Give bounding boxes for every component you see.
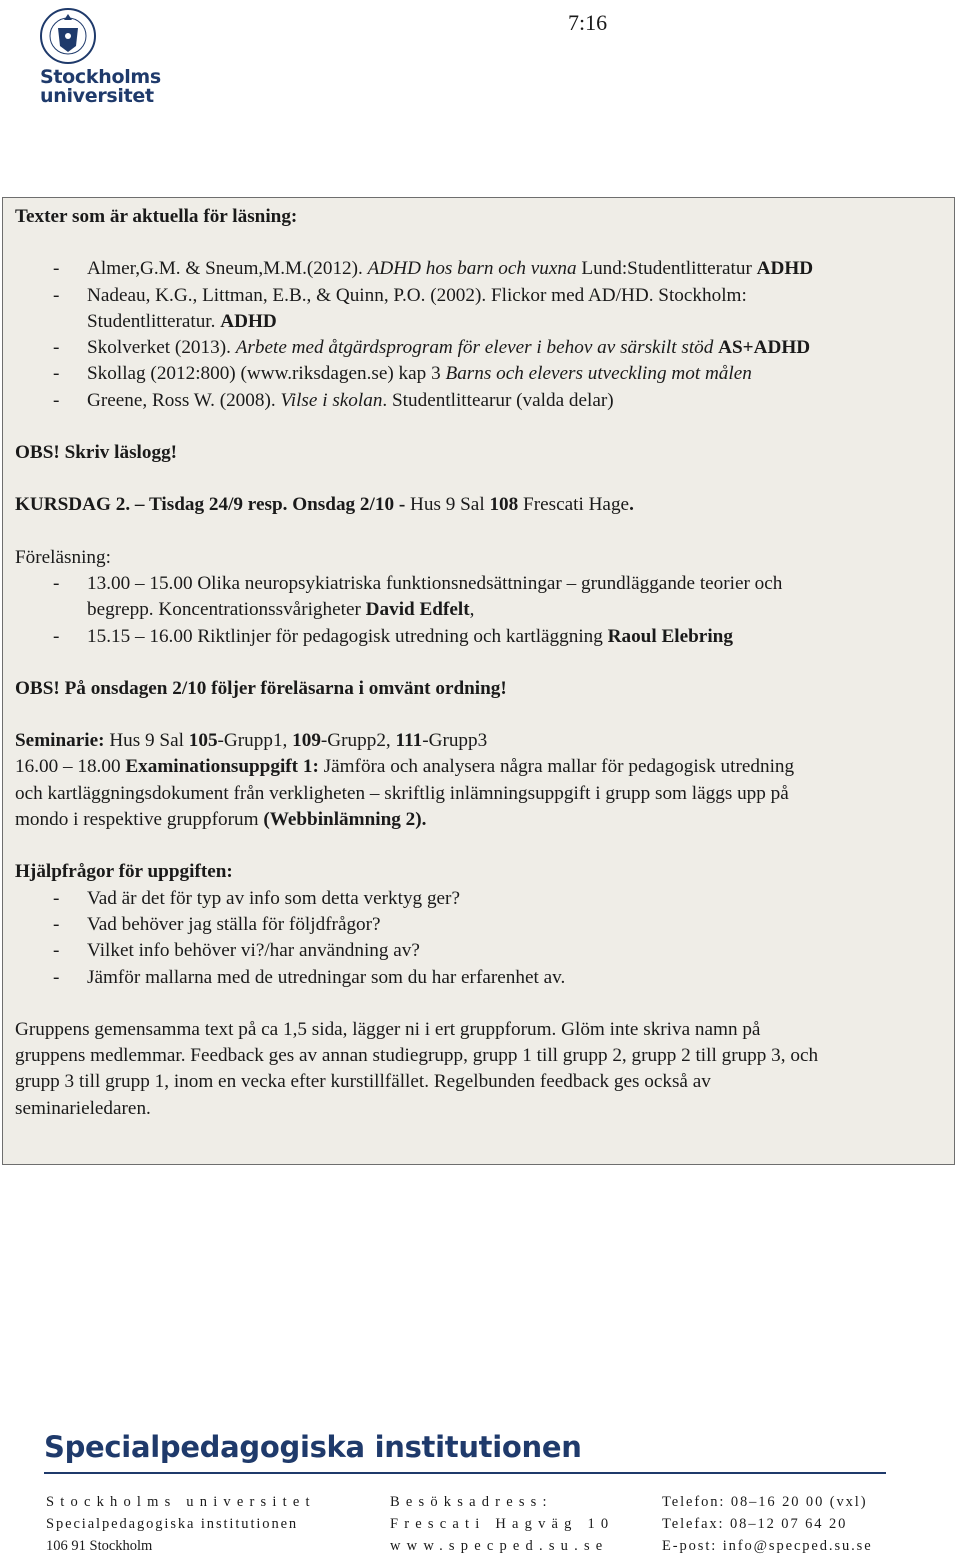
exam-line-3: mondo i respektive gruppforum (Webbinlämning 2). (15, 809, 427, 831)
seminar-line: Seminarie: Hus 9 Sal 105-Grupp1, 109-Grupp2, 111-Grupp3 (15, 730, 488, 752)
content-box (2, 197, 955, 1165)
footer-fax: Telefax: 08–12 07 64 20 (662, 1516, 848, 1532)
lecture-heading: Föreläsning: (15, 546, 111, 568)
lecture-item: - 13.00 – 15.00 Olika neuropsykiatriska funktionsnedsättningar – grundläggande teorier och (53, 572, 783, 594)
obs-read-log: OBS! Skriv läslogg! (15, 442, 178, 464)
logo-name-line2: universitet (40, 85, 154, 107)
reading-item: - Skollag (2012:800) (www.riksdagen.se) kap 3 Barns och elevers utveckling mot målen (53, 363, 752, 385)
reading-item: - Greene, Ross W. (2008). Vilse i skolan. Studentlittearur (valda delar) (53, 389, 614, 411)
footer-visit-address: Frescati Hagväg 10 (390, 1516, 615, 1532)
lecture-item-continued: begrepp. Koncentrationssvårigheter David Edfelt, (87, 599, 475, 621)
footer-postal: 106 91 Stockholm (46, 1538, 153, 1554)
group-text-line: seminarieledaren. (15, 1097, 151, 1119)
help-item: - Vilket info behöver vi?/har användning av? (53, 940, 420, 962)
footer-phone: Telefon: 08–16 20 00 (vxl) (662, 1494, 868, 1510)
group-text-line: Gruppens gemensamma text på ca 1,5 sida, lägger ni i ert gruppforum. Glöm inte skriva namn på (15, 1018, 761, 1040)
help-item: - Jämför mallarna med de utredningar som du har erfarenhet av. (53, 966, 566, 988)
lecture-item: - 15.15 – 16.00 Riktlinjer för pedagogisk utredning och kartläggning Raoul Elebring (53, 625, 733, 647)
reading-heading: Texter som är aktuella för läsning: (15, 206, 298, 227)
group-text-line: grupp 3 till grupp 1, inom en vecka efter kurstillfället. Regelbunden feedback ges också av (15, 1071, 711, 1093)
reading-item: - Almer,G.M. & Sneum,M.M.(2012). ADHD hos barn och vuxna Lund:Studentlitteratur ADHD (53, 258, 814, 280)
exam-line-2: och kartläggningsdokument från verkligheten – skriftlig inlämningsuppgift i grupp som läggs upp på (15, 782, 789, 804)
footer-divider (44, 1472, 886, 1474)
logo-wordmark (40, 68, 161, 106)
footer-website-link[interactable]: www.specped.su.se (390, 1538, 609, 1554)
help-heading: Hjälpfrågor för uppgiften: (15, 861, 233, 883)
group-text-line: gruppens medlemmar. Feedback ges av annan studiegrupp, grupp 1 till grupp 2, grupp 2 till grupp 3, och (15, 1045, 819, 1067)
footer-address-line: Stockholms universitet (46, 1494, 316, 1510)
exam-line: 16.00 – 18.00 Examinationsuppgift 1: Jämföra och analysera några mallar för pedagogisk utredning (15, 756, 795, 778)
footer-email-link[interactable]: E-post: info@specped.su.se (662, 1538, 873, 1554)
footer-visit-label: Besöksadress: (390, 1494, 553, 1510)
reading-item: - Skolverket (2013). Arbete med åtgärdsprogram för elever i behov av särskilt stöd AS+ADHD (53, 337, 811, 359)
footer-department: Specialpedagogiska institutionen (46, 1516, 299, 1532)
institution-title: Specialpedagogiska institutionen (44, 1430, 582, 1464)
reading-item: - Nadeau, K.G., Littman, E.B., & Quinn, P.O. (2002). Flickor med AD/HD. Stockholm: (53, 284, 747, 306)
content-text (15, 204, 945, 1122)
footer (0, 1430, 960, 1554)
kursdag-line: KURSDAG 2. – Tisdag 24/9 resp. Onsdag 2/10 - Hus 9 Sal 108 Frescati Hage. (15, 494, 634, 516)
reading-item-continued: Studentlitteratur. ADHD (87, 310, 277, 332)
help-item: - Vad behöver jag ställa för följdfrågor? (53, 913, 381, 935)
obs-reverse-order: OBS! På onsdagen 2/10 följer föreläsarna i omvänt ordning! (15, 677, 507, 699)
university-seal-icon (36, 6, 100, 66)
stockholm-university-logo (36, 6, 161, 107)
help-item: - Vad är det för typ av info som detta verktyg ger? (53, 887, 460, 909)
logo-name-line1: Stockholms (40, 66, 161, 88)
page-time: 7:16 (568, 10, 608, 35)
